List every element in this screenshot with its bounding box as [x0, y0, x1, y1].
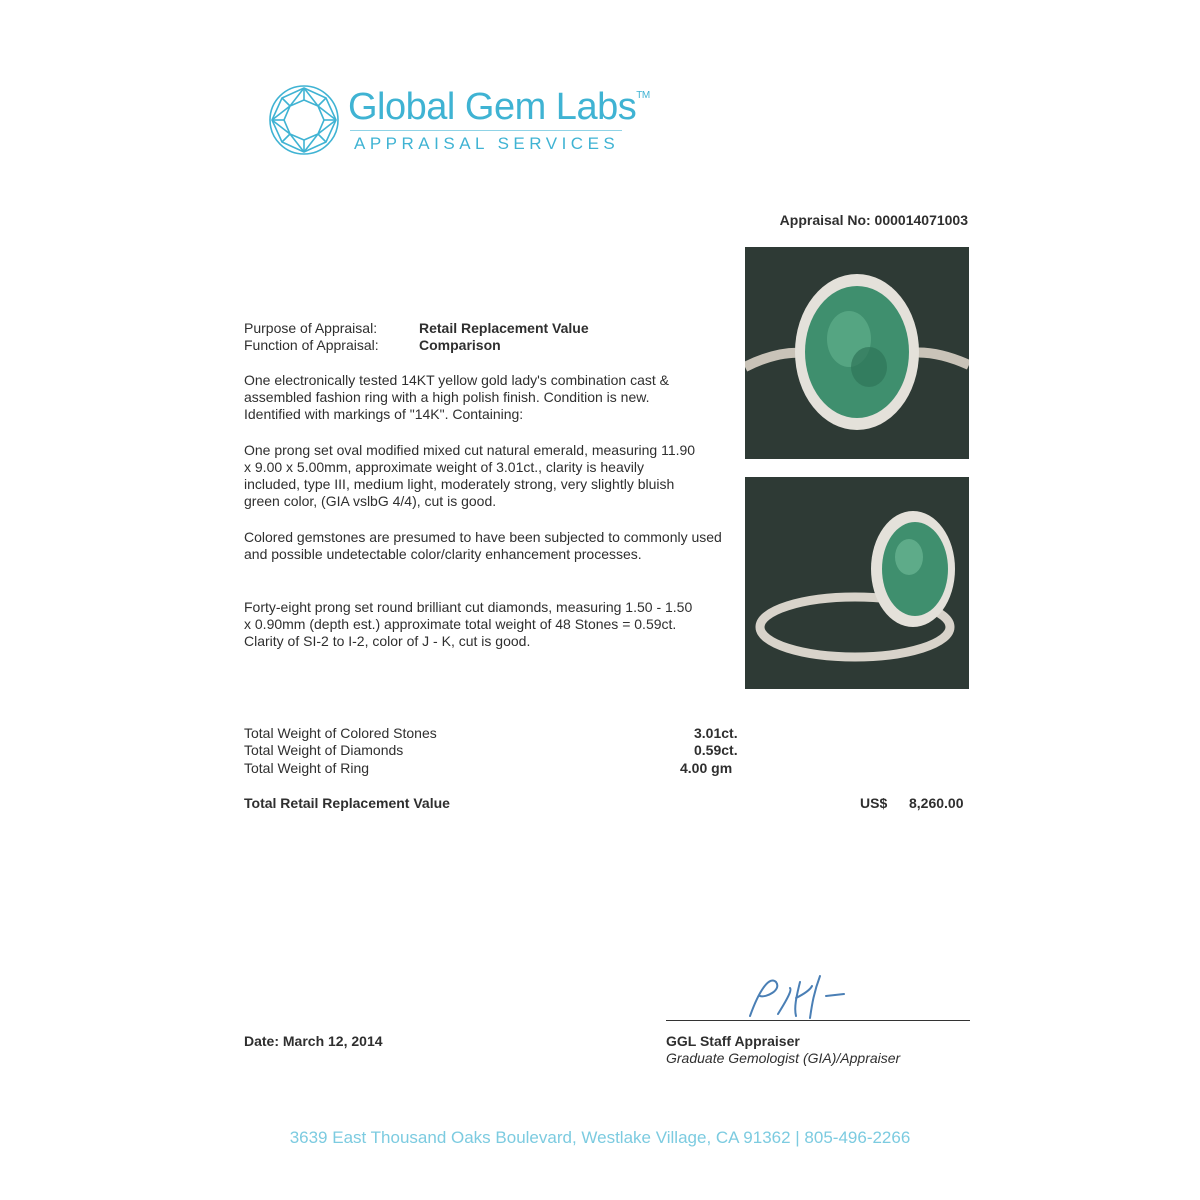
ring-side-view-image — [745, 477, 969, 689]
enhancement-disclaimer: Colored gemstones are presumed to have been subjected to commonly used and possible undetectable color/clarity enhancement processes. — [244, 529, 722, 562]
total-ring-weight-label: Total Weight of Ring — [244, 760, 370, 776]
appraisal-date: Date: March 12, 2014 — [244, 1033, 383, 1049]
emerald-description: One prong set oval modified mixed cut natural emerald, measuring 11.90 x 9.00 x 5.00mm, approximate weight of 3.01ct., clarity is heavily included, type III, medium light, moderately strong, very slightly bluish green color, (GIA vslbG 4/4), cut is good. — [244, 442, 696, 509]
footer-address: 3639 East Thousand Oaks Boulevard, Westlake Village, CA 91362 | 805-496-2266 — [289, 1128, 911, 1147]
total-colored-stones-label: Total Weight of Colored Stones — [244, 725, 437, 741]
trademark-mark: TM — [636, 90, 650, 101]
total-value-label: Total Retail Replacement Value — [244, 795, 450, 811]
ring-photo-top — [745, 247, 969, 459]
signature-image — [730, 968, 870, 1024]
appraiser-credential: Graduate Gemologist (GIA)/Appraiser — [666, 1050, 901, 1066]
appraisal-number: Appraisal No: 000014071003 — [779, 212, 968, 228]
signature-line — [666, 1020, 970, 1021]
total-diamonds-label: Total Weight of Diamonds — [244, 742, 404, 758]
logo-name: Global Gem Labs™ — [348, 86, 650, 128]
function-label: Function of Appraisal: — [244, 337, 379, 353]
total-value-currency: US$ — [860, 795, 888, 811]
purpose-label: Purpose of Appraisal: — [244, 320, 378, 336]
diamond-description: Forty-eight prong set round brilliant cut diamonds, measuring 1.50 - 1.50 x 0.90mm (depth est.) approximate total weight of 48 Stones = 0.59ct. Clarity of SI-2 to I-2, color of J - K, cut is good. — [244, 599, 693, 649]
function-value: Comparison — [419, 337, 501, 353]
total-value-amount: 8,260.00 — [909, 795, 964, 811]
logo-divider — [350, 130, 622, 131]
ring-description: One electronically tested 14KT yellow gold lady's combination cast & assembled fashion ring with a high polish finish. Condition is new. Identified with markings of "14K". Containing: — [244, 372, 669, 422]
total-diamonds-value: 0.59ct. — [694, 742, 738, 758]
total-colored-stones-value: 3.01ct. — [694, 725, 738, 741]
logo-subtitle: APPRAISAL SERVICES — [354, 134, 620, 153]
appraiser-title: GGL Staff Appraiser — [666, 1033, 800, 1049]
purpose-value: Retail Replacement Value — [419, 320, 589, 336]
ring-photo-side — [745, 477, 969, 689]
logo — [268, 84, 668, 164]
ring-top-view-image — [745, 247, 969, 459]
diamond-logo-icon — [268, 84, 340, 156]
total-ring-weight-value: 4.00 gm — [680, 760, 733, 776]
